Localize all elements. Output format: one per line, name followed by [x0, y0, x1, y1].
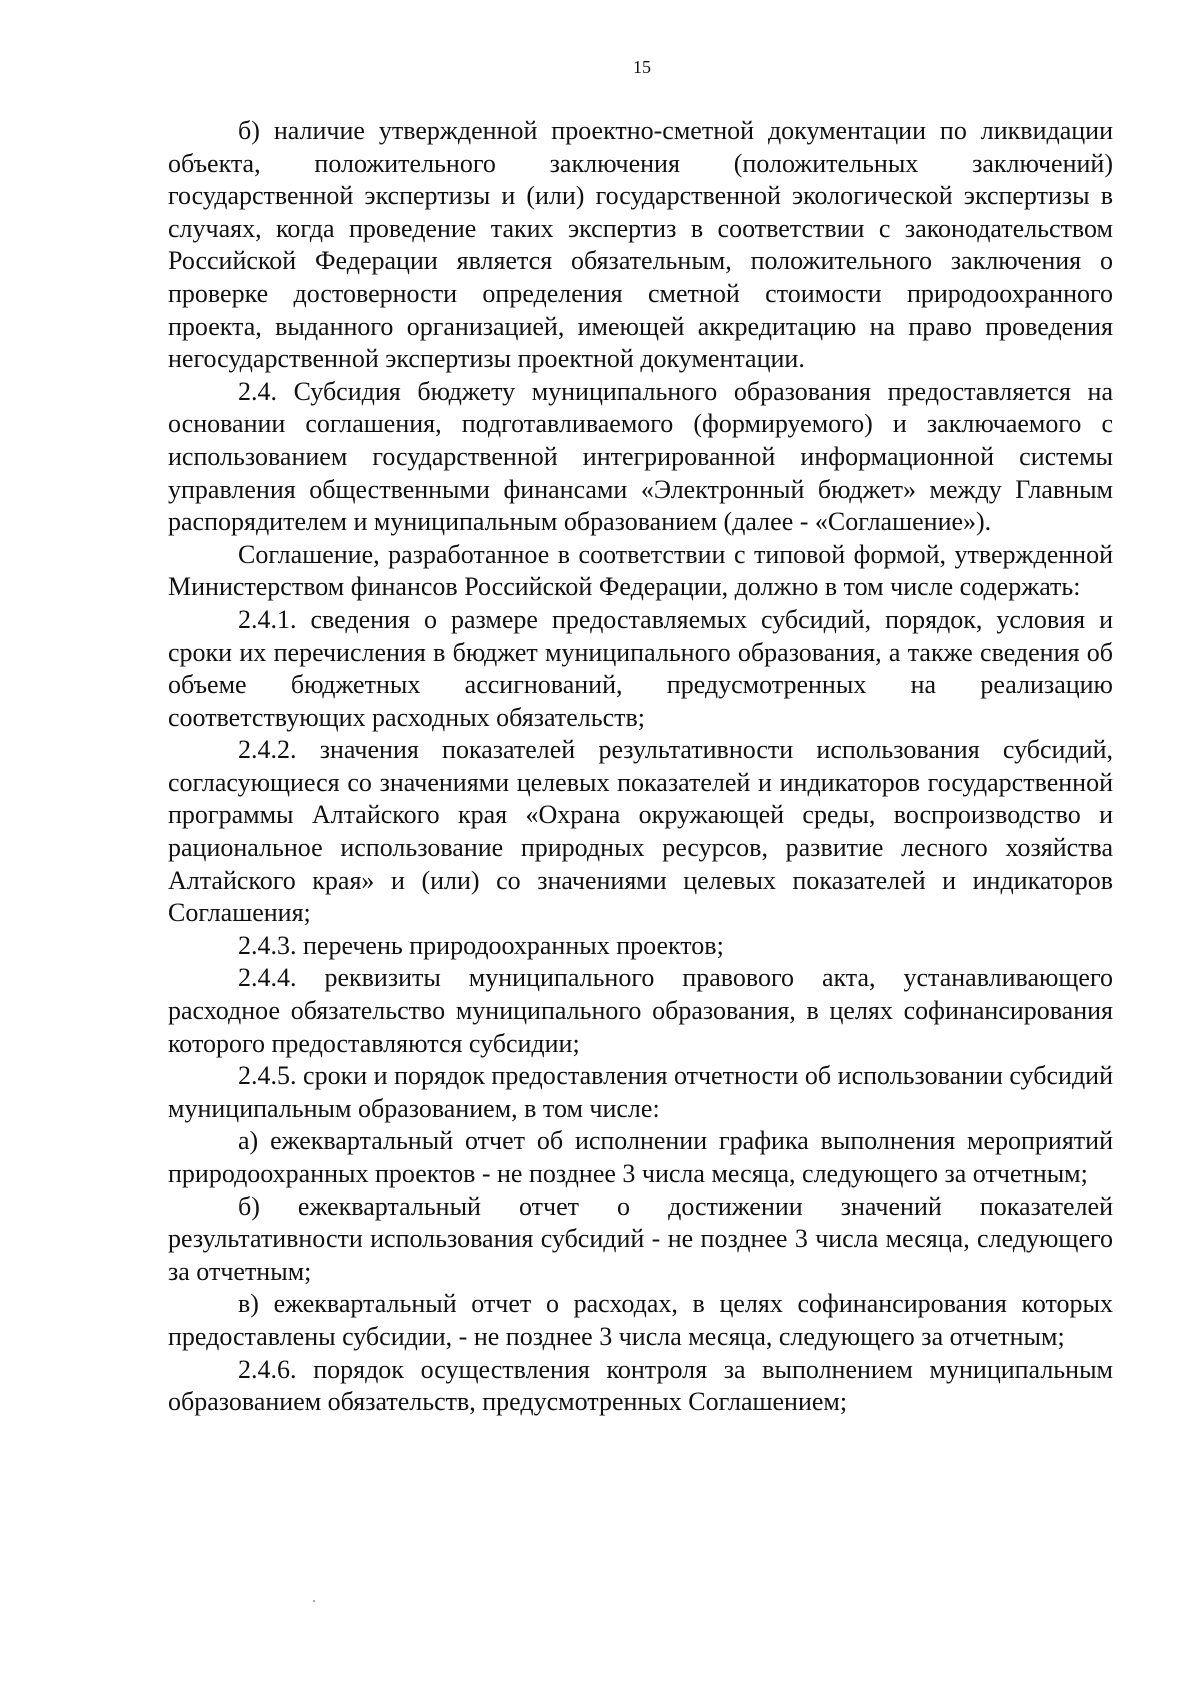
paragraph-agreement-contents: Соглашение, разработанное в соответствии с типовой формой, утвержденной Министерством финансов Российской Федерации, должно в том числе содержать: [168, 539, 1113, 602]
paragraph-2-4-1: 2.4.1. сведения о размере предоставляемых субсидий, порядок, условия и сроки их перечисления в бюджет муниципального образования, а также сведения об объеме бюджетных ассигнований, предусмотренных на реализацию соответствующих расходных обязательств; [168, 604, 1113, 732]
paragraph-2-4-3: 2.4.3. перечень природоохранных проектов; [238, 930, 724, 960]
paragraph-2-4-5: 2.4.5. сроки и порядок предоставления отчетности об использовании субсидий муниципальным образованием, в том числе: [168, 1061, 1113, 1123]
paragraph-2-4-5-v: в) ежеквартальный отчет о расходах, в целях софинансирования которых предоставлены субсидии, - не позднее 3 числа месяца, следующего за отчетным; [168, 1289, 1113, 1351]
scan-speck [313, 1600, 315, 1602]
paragraph-2-4-2: 2.4.2. значения показателей результативности использования субсидий, согласующиеся со значениями целевых показателей и индикаторов государственной программы Алтайского края «Охрана окружающей среды, воспроизводство и рациональное использование природных ресурсов, развитие лесного хозяйства Алтайского края» и (или) со значениями целевых показателей и индикаторов Соглашения; [168, 735, 1113, 928]
paragraph-2-4-6: 2.4.6. порядок осуществления контроля за выполнением муниципальным образованием обязательств, предусмотренных Соглашением; [168, 1354, 1113, 1417]
paragraph-2-4-5-b: б) ежеквартальный отчет о достижении значений показателей результативности использования субсидий - не позднее 3 числа месяца, следующего за отчетным; [168, 1191, 1113, 1286]
document-body [168, 115, 1113, 1419]
paragraph-2-4-5-a: а) ежеквартальный отчет об исполнении графика выполнения мероприятий природоохранных проектов - не позднее 3 числа месяца, следующего за отчетным; [168, 1126, 1113, 1188]
paragraph-b-documentation: б) наличие утвержденной проектно-сметной документации по ликвидации объекта, положительного заключения (положительных заключений) государственной экспертизы и (или) государственной экологической экспертизы в случаях, когда проведение таких экспертиз в соответствии с законодательством Российской Федерации является обязательным, положительного заключения о проверке достоверности определения сметной стоимости природоохранного проекта, выданного организацией, имеющей аккредитацию на право проведения негосударственной экспертизы проектной документации. [168, 116, 1113, 374]
page-number: 15 [633, 57, 651, 77]
paragraph-2-4: 2.4. Субсидия бюджету муниципального образования предоставляется на основании соглашения, подготавливаемого (формируемого) и заключаемого с использованием государственной интегрированной информационной системы управления общественными финансами «Электронный бюджет» между Главным распорядителем и муниципальным образованием (далее - «Соглашение»). [168, 376, 1113, 537]
paragraph-2-4-4: 2.4.4. реквизиты муниципального правового акта, устанавливающего расходное обязательство муниципального образования, в целях софинансирования которого предоставляются субсидии; [168, 963, 1113, 1058]
